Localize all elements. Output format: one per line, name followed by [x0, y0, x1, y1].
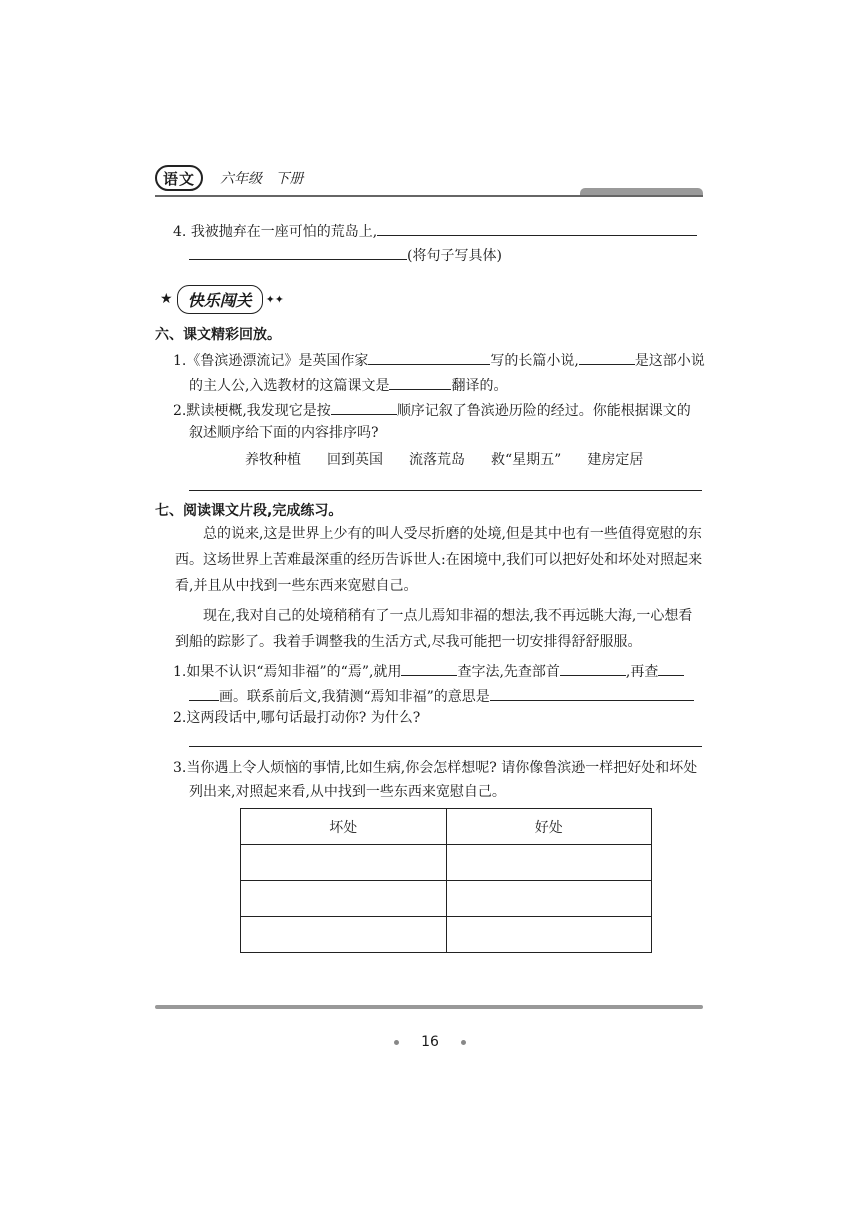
s7-q2-line	[173, 708, 420, 728]
s7-q1-text-1: 如果不认识“焉知非福”的“焉”,就用	[186, 664, 402, 680]
s6-q2-text-1: 默读梗概,我发现它是按	[186, 403, 331, 419]
s7-q1-text-3: ,再查	[625, 664, 659, 680]
table-row	[241, 881, 652, 917]
strokes-blank-2[interactable]	[189, 684, 219, 701]
s6-q2-line2	[189, 423, 379, 443]
pros-cell[interactable]	[446, 845, 652, 881]
s6-q2-text-2: 顺序记叙了鲁滨逊历险的经过。你能根据课文的	[396, 403, 691, 419]
order-item: 养牧种植	[245, 452, 301, 468]
passage-p1-line2: 西。这场世界上苦难最深重的经历告诉世人:在困境中,我们可以把好处和坏处对照起来	[175, 552, 703, 568]
s7-q3-text-2: 列出来,对照起来看,从中找到一些东西来宽慰自己。	[189, 784, 506, 800]
cons-header: 坏处	[241, 809, 447, 845]
order-item: 回到英国	[327, 452, 383, 468]
footer-rule	[155, 1005, 703, 1009]
order-item: 流落荒岛	[409, 452, 465, 468]
s7-q3-number: 3.	[173, 760, 187, 776]
translator-blank[interactable]	[389, 373, 451, 390]
s7-q3-text-1: 当你遇上令人烦恼的事情,比如生病,你会怎样想呢? 请你像鲁滨逊一样把好处和坏处	[186, 760, 698, 776]
header-rule	[155, 195, 703, 197]
star-icon: ★	[160, 291, 173, 307]
radical-blank[interactable]	[560, 659, 626, 676]
sparkle-icon: ✦✦	[265, 292, 285, 306]
subject-logo	[155, 165, 203, 191]
s6-q1-text-4: 的主人公,入选教材的这篇课文是	[189, 378, 390, 394]
volume-text: 下册	[275, 171, 304, 187]
passage-p1-line3: 看,并且从中找到一些东西来宽慰自己。	[175, 578, 418, 594]
section-6-title: 六、课文精彩回放。	[155, 327, 281, 343]
s6-q1-text-2: 写的长篇小说,	[490, 353, 579, 369]
s6-q2-text-3: 叙述顺序给下面的内容排序吗?	[189, 425, 379, 441]
s7-q2-text: 这两段话中,哪句话最打动你? 为什么?	[186, 710, 421, 726]
s6-q1-line2	[189, 373, 507, 396]
order-items	[245, 450, 669, 470]
table-row	[241, 845, 652, 881]
passage-p2-line2: 到船的踪影了。我着手调整我的生活方式,尽我可能把一切安排得舒舒服服。	[175, 634, 642, 650]
page-number-text: 16	[421, 1034, 439, 1050]
order-answer-line[interactable]	[189, 490, 702, 491]
banner-title: 快乐闯关	[177, 285, 263, 314]
pros-header: 好处	[446, 809, 652, 845]
author-blank[interactable]	[368, 348, 490, 365]
q4-line2	[189, 243, 502, 266]
dot-icon	[461, 1040, 466, 1045]
order-item: 救“星期五”	[491, 452, 562, 468]
q4-line1	[173, 219, 697, 242]
lookup-method-blank[interactable]	[401, 659, 457, 676]
protagonist-blank[interactable]	[579, 348, 635, 365]
pros-cell[interactable]	[446, 881, 652, 917]
s6-q1-text-5: 翻译的。	[451, 378, 508, 394]
s7-q1-text-4: 画。联系前后文,我猜测“焉知非福”的意思是	[219, 689, 490, 705]
meaning-blank[interactable]	[490, 684, 694, 701]
dot-icon	[394, 1040, 399, 1045]
s7-q2-answer-line[interactable]	[189, 746, 702, 747]
s6-q1-text-1: 《鲁滨逊漂流记》是英国作家	[186, 353, 369, 369]
s7-q1-number: 1.	[173, 664, 187, 680]
q4-blank-1[interactable]	[377, 219, 697, 236]
s7-q3-line1	[173, 758, 697, 778]
strokes-blank-1[interactable]	[658, 659, 684, 676]
table-row	[241, 917, 652, 953]
grade-label	[220, 168, 303, 188]
s6-q1-number: 1.	[173, 353, 187, 369]
q4-hint: (将句子写具体)	[407, 248, 502, 264]
s6-q1-text-3: 是这部小说	[634, 353, 705, 369]
grade-text: 六年级	[220, 171, 262, 187]
q4-number: 4.	[173, 224, 187, 240]
s6-q2-line1	[173, 398, 691, 421]
s7-q1-line2	[189, 684, 694, 707]
subject-logo-text: 语文	[162, 169, 195, 188]
s7-q2-number: 2.	[173, 710, 187, 726]
pros-cell[interactable]	[446, 917, 652, 953]
order-type-blank[interactable]	[331, 398, 397, 415]
page-number	[0, 1034, 860, 1050]
cons-cell[interactable]	[241, 845, 447, 881]
q4-blank-2[interactable]	[189, 243, 407, 260]
cons-cell[interactable]	[241, 917, 447, 953]
s7-q1-text-2: 查字法,先查部首	[457, 664, 560, 680]
section-7-title: 七、阅读课文片段,完成练习。	[155, 503, 343, 519]
s6-q2-number: 2.	[173, 403, 187, 419]
s7-q1-line1	[173, 659, 684, 682]
section-banner	[160, 285, 284, 313]
passage-p1-line1: 总的说来,这是世界上少有的叫人受尽折磨的处境,但是其中也有一些值得宽慰的东	[203, 526, 702, 542]
order-item: 建房定居	[587, 452, 644, 468]
cons-cell[interactable]	[241, 881, 447, 917]
s6-q1-line1	[173, 348, 705, 371]
pros-cons-table	[240, 808, 652, 953]
table-header-row	[241, 809, 652, 845]
q4-text: 我被抛弃在一座可怕的荒岛上,	[190, 224, 378, 240]
passage-p2-line1: 现在,我对自己的处境稍稍有了一点儿焉知非福的想法,我不再远眺大海,一心想看	[203, 608, 693, 624]
